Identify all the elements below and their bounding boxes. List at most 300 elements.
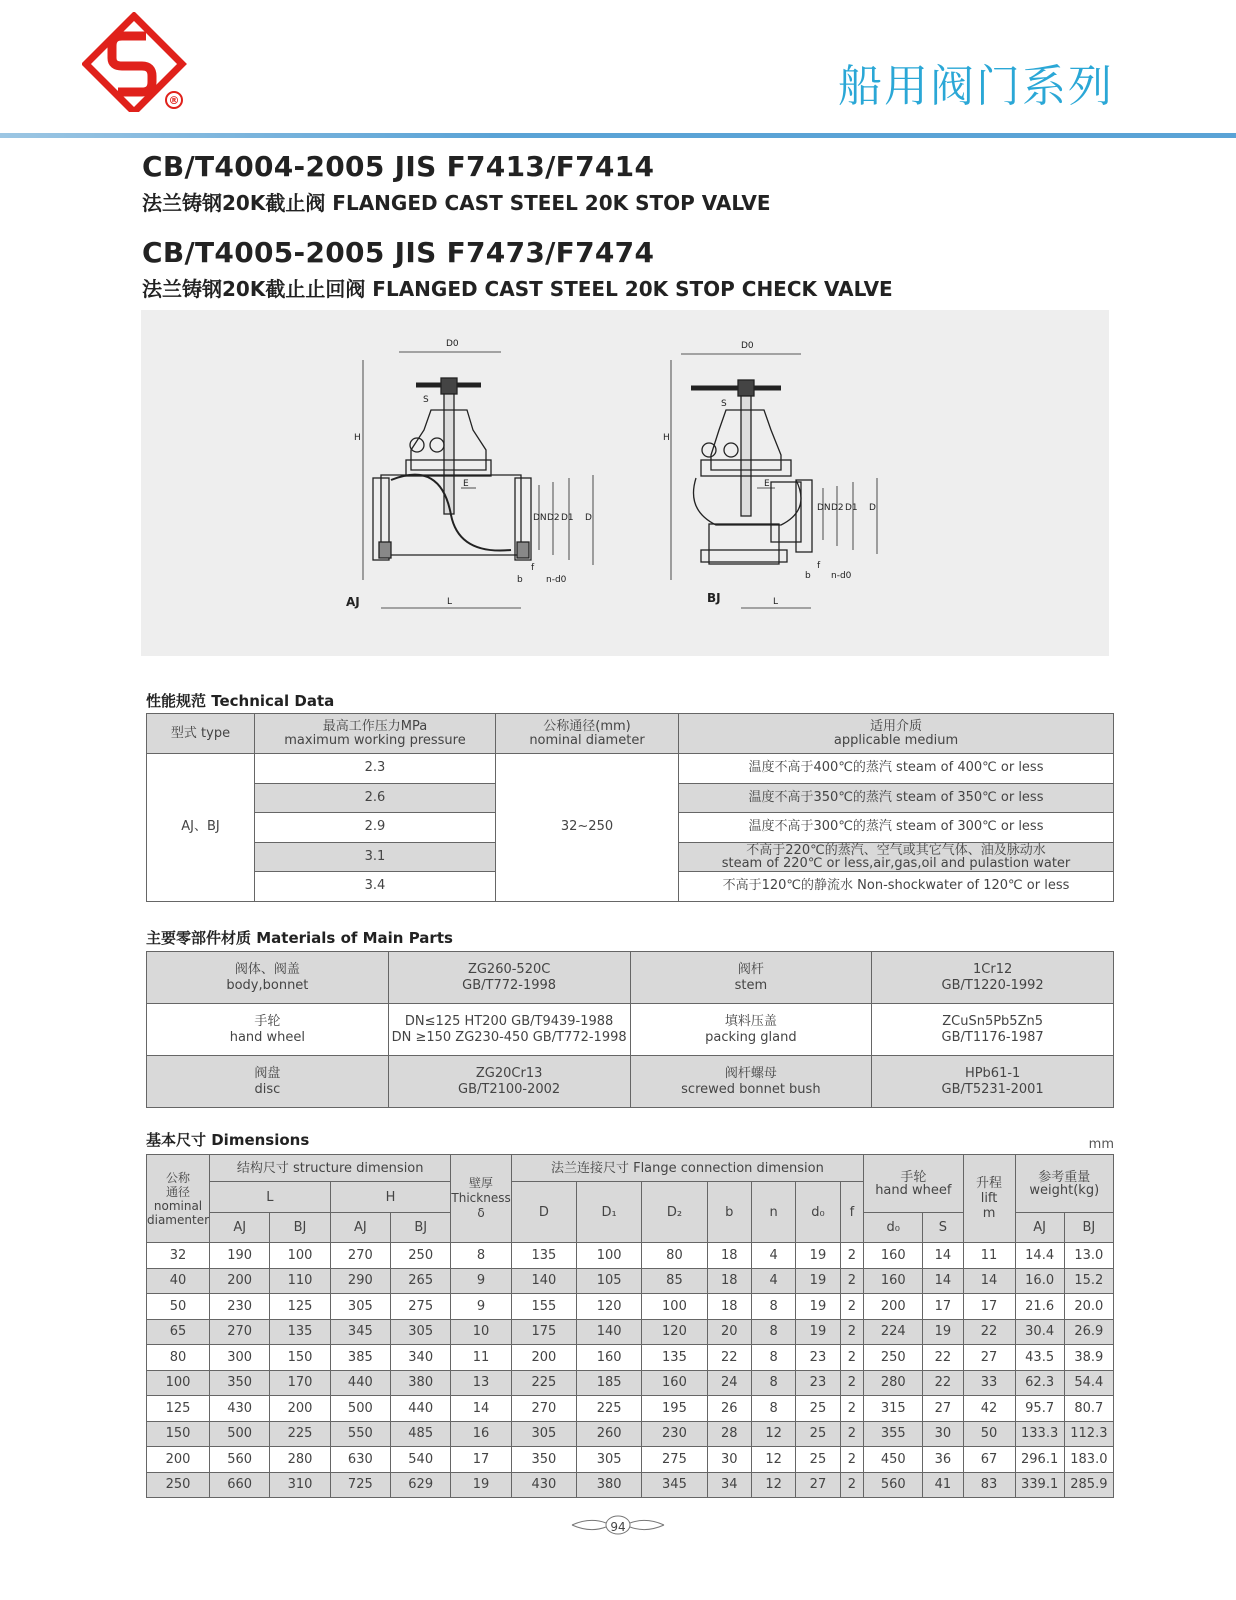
dims-cell: 26 (707, 1396, 751, 1422)
materials-title: 主要零部件材质 Materials of Main Parts (146, 929, 453, 947)
dims-cell: 8 (451, 1243, 511, 1269)
dims-cell: 19 (796, 1294, 840, 1320)
company-logo (82, 12, 192, 112)
dims-cell: 224 (864, 1319, 923, 1345)
material-cell (872, 952, 1114, 1004)
dims-row (147, 1268, 1114, 1294)
dims-cell: 83 (963, 1472, 1015, 1498)
dims-cell: 305 (511, 1421, 576, 1447)
dims-cell: 250 (391, 1243, 451, 1269)
dims-cell: 250 (864, 1345, 923, 1371)
dims-cell: 195 (642, 1396, 707, 1422)
dims-cell: 100 (577, 1243, 642, 1269)
tech-header-type: 型式 type (147, 714, 255, 754)
dims-cell: 265 (391, 1268, 451, 1294)
dims-cell: 160 (864, 1268, 923, 1294)
dims-cell: 67 (963, 1447, 1015, 1473)
dimensions-unit: mm (1088, 1137, 1114, 1152)
dims-cell: 26.9 (1064, 1319, 1113, 1345)
bj-valve-drawing (671, 354, 877, 608)
dims-cell: 18 (707, 1268, 751, 1294)
dims-cell: 22 (707, 1345, 751, 1371)
dims-cell: 275 (642, 1447, 707, 1473)
dims-cell: 15.2 (1064, 1268, 1113, 1294)
standard-name-2: 法兰铸钢20K截止止回阀 FLANGED CAST STEEL 20K STOP CHECK VALVE (142, 277, 893, 301)
dims-row (147, 1396, 1114, 1422)
dims-sub-header: D₁ (577, 1182, 642, 1243)
dims-cell: 16.0 (1015, 1268, 1064, 1294)
dims-cell: 260 (577, 1421, 642, 1447)
page-number (0, 1513, 1236, 1541)
dims-cell: 380 (391, 1370, 451, 1396)
dims-sub-header: n (751, 1182, 795, 1243)
dims-cell: 200 (864, 1294, 923, 1320)
dims-cell: 19 (923, 1319, 963, 1345)
dims-cell: 185 (577, 1370, 642, 1396)
dims-cell: 21.6 (1015, 1294, 1064, 1320)
material-cell-line2: screwed bonnet bush (681, 1081, 821, 1097)
tech-header-diameter (496, 714, 679, 754)
dims-cell: 2 (840, 1319, 864, 1345)
bj-dim-d0: D0 (741, 341, 754, 351)
dims-cell: 120 (642, 1319, 707, 1345)
dims-cell: 110 (270, 1268, 330, 1294)
dims-cell: 12 (751, 1472, 795, 1498)
dims-cell: 30 (923, 1421, 963, 1447)
dims-cell: 13.0 (1064, 1243, 1113, 1269)
dims-sub-header: AJ (210, 1213, 270, 1243)
dims-cell: 54.4 (1064, 1370, 1113, 1396)
dims-sub-header: d₀ (796, 1182, 840, 1243)
dims-row (147, 1447, 1114, 1473)
dims-cell: 225 (577, 1396, 642, 1422)
tech-header-pressure (255, 714, 496, 754)
dims-row (147, 1243, 1114, 1269)
dims-cell: 34 (707, 1472, 751, 1498)
dims-sub-header: b (707, 1182, 751, 1243)
standard-code-2: CB/T4005-2005 JIS F7473/F7474 (142, 236, 655, 269)
material-cell (630, 952, 872, 1004)
dims-cell: 100 (642, 1294, 707, 1320)
dims-cell: 660 (210, 1472, 270, 1498)
material-cell-line1: 手轮 (254, 1013, 281, 1029)
dims-cell: 43.5 (1015, 1345, 1064, 1371)
material-cell-line2: hand wheel (229, 1029, 306, 1045)
material-cell-line1: 阀杆 (737, 961, 764, 977)
dims-cell: 305 (577, 1447, 642, 1473)
aj-dim-l: L (447, 597, 453, 607)
dims-cell: 135 (642, 1345, 707, 1371)
dims-cell: 345 (330, 1319, 390, 1345)
dims-sub-header: AJ (330, 1213, 390, 1243)
tech-header-diameter-cn: 公称通径(mm) (543, 718, 631, 734)
material-cell-line2: packing gland (705, 1029, 797, 1045)
dims-cell: 275 (391, 1294, 451, 1320)
dims-cell: 225 (511, 1370, 576, 1396)
dims-cell: 339.1 (1015, 1472, 1064, 1498)
tech-header-pressure-en: maximum working pressure (284, 732, 466, 748)
dims-cell: 112.3 (1064, 1421, 1113, 1447)
dims-cell: 85 (642, 1268, 707, 1294)
bj-label: BJ (707, 591, 721, 605)
material-cell (388, 952, 630, 1004)
dims-cell: 270 (330, 1243, 390, 1269)
dims-cell: 9 (451, 1268, 511, 1294)
material-cell-line1: ZG260-520C (467, 961, 551, 977)
bj-dim-e: E (764, 479, 770, 489)
material-cell (147, 1004, 389, 1056)
dims-cell: 225 (270, 1421, 330, 1447)
dims-sub-header: f (840, 1182, 864, 1243)
material-cell-line2: disc (254, 1081, 281, 1097)
dims-header-handwheel-l2: hand wheef (875, 1182, 952, 1198)
page-number-text: 94 (610, 1520, 626, 1534)
dims-cell: 41 (923, 1472, 963, 1498)
dims-cell: 160 (864, 1243, 923, 1269)
dims-cell: 33 (963, 1370, 1015, 1396)
dims-cell: 2 (840, 1243, 864, 1269)
dims-cell: 440 (330, 1370, 390, 1396)
material-cell-line1: ZCuSn5Pb5Zn5 (942, 1013, 1043, 1029)
dims-cell: 14 (451, 1396, 511, 1422)
dims-cell: 500 (210, 1421, 270, 1447)
dims-header-l: L (210, 1182, 331, 1213)
bj-dim-b: b (805, 571, 811, 581)
dims-cell: 2 (840, 1472, 864, 1498)
dims-header-nominal-l3: nominal (153, 1198, 203, 1213)
dims-cell: 23 (796, 1345, 840, 1371)
standard-name-1: 法兰铸钢20K截止阀 FLANGED CAST STEEL 20K STOP VALVE (142, 191, 771, 215)
dims-sub-header: D₂ (642, 1182, 707, 1243)
dims-header-nominal-l4: diamenter (147, 1212, 210, 1227)
dims-cell: 285.9 (1064, 1472, 1113, 1498)
dims-header-thickness-l2: Thickness (451, 1191, 511, 1205)
dims-sub-header: AJ (1015, 1213, 1064, 1243)
dims-cell: 18 (707, 1294, 751, 1320)
dims-header-lift-l2: lift (980, 1191, 998, 1206)
dims-row (147, 1294, 1114, 1320)
dims-cell: 27 (923, 1396, 963, 1422)
dims-cell: 95.7 (1015, 1396, 1064, 1422)
dims-row (147, 1421, 1114, 1447)
dims-cell: 40 (147, 1268, 210, 1294)
material-cell-line1: 填料压盖 (724, 1013, 777, 1029)
dims-cell: 80 (642, 1243, 707, 1269)
tech-pressure: 2.3 (255, 754, 496, 784)
material-cell-line2: stem (734, 977, 768, 993)
dims-sub-header: BJ (1064, 1213, 1113, 1243)
dims-cell: 280 (864, 1370, 923, 1396)
dims-cell: 135 (511, 1243, 576, 1269)
series-title: 船用阀门系列 (838, 61, 1114, 112)
dims-row (147, 1345, 1114, 1371)
aj-dim-s: S (423, 395, 429, 405)
dims-cell: 50 (147, 1294, 210, 1320)
tech-diameter-cell: 32~250 (496, 754, 679, 902)
dims-cell: 12 (751, 1447, 795, 1473)
dims-cell: 125 (270, 1294, 330, 1320)
dims-cell: 65 (147, 1319, 210, 1345)
dims-cell: 430 (511, 1472, 576, 1498)
dims-header-lift-l3: m (982, 1206, 996, 1221)
dimensions-title: 基本尺寸 Dimensions (146, 1131, 310, 1149)
dims-header-nominal (147, 1155, 210, 1243)
tech-header-diameter-en: nominal diameter (529, 732, 645, 748)
material-cell (872, 1004, 1114, 1056)
dims-cell: 300 (210, 1345, 270, 1371)
dims-header-lift-l1: 升程 (976, 1176, 1003, 1191)
bj-dim-d2: D2 (831, 503, 844, 513)
dims-cell: 19 (796, 1319, 840, 1345)
dims-cell: 440 (391, 1396, 451, 1422)
tech-header-medium-en: applicable medium (833, 732, 959, 748)
material-cell-line2: GB/T1176-1987 (941, 1029, 1044, 1045)
dims-cell: 8 (751, 1294, 795, 1320)
dims-cell: 22 (923, 1370, 963, 1396)
dims-cell: 19 (451, 1472, 511, 1498)
tech-data-table (146, 713, 1114, 902)
dims-cell: 14 (923, 1268, 963, 1294)
dims-cell: 2 (840, 1421, 864, 1447)
dims-cell: 10 (451, 1319, 511, 1345)
material-cell-line2: DN ≥150 ZG230-450 GB/T772-1998 (391, 1029, 627, 1045)
dims-header-weight-l1: 参考重量 (1038, 1169, 1091, 1185)
dims-cell: 183.0 (1064, 1447, 1113, 1473)
dims-cell: 30 (707, 1447, 751, 1473)
dims-sub-header: BJ (270, 1213, 330, 1243)
aj-valve-drawing (363, 352, 593, 608)
dims-cell: 17 (923, 1294, 963, 1320)
dims-cell: 630 (330, 1447, 390, 1473)
dims-header-weight-l2: weight(kg) (1029, 1182, 1100, 1198)
dims-row (147, 1370, 1114, 1396)
dims-cell: 560 (210, 1447, 270, 1473)
valve-drawing-panel (141, 310, 1109, 656)
material-cell (147, 1056, 389, 1108)
tech-type-cell: AJ、BJ (147, 754, 255, 902)
material-cell-line2: GB/T5231-2001 (941, 1081, 1044, 1097)
dims-sub-header: BJ (391, 1213, 451, 1243)
dims-cell: 315 (864, 1396, 923, 1422)
dims-cell: 20.0 (1064, 1294, 1113, 1320)
dims-cell: 22 (963, 1319, 1015, 1345)
dims-cell: 140 (577, 1319, 642, 1345)
dims-cell: 105 (577, 1268, 642, 1294)
dims-sub-header: S (923, 1213, 963, 1243)
materials-table (146, 951, 1114, 1108)
dims-cell: 305 (391, 1319, 451, 1345)
standard-code-1: CB/T4004-2005 JIS F7413/F7414 (142, 150, 655, 183)
dims-cell: 4 (751, 1243, 795, 1269)
materials-row (147, 1004, 1114, 1056)
dims-cell: 340 (391, 1345, 451, 1371)
dims-cell: 385 (330, 1345, 390, 1371)
tech-header-medium-cn: 适用介质 (869, 718, 922, 734)
dims-cell: 100 (147, 1370, 210, 1396)
aj-label: AJ (346, 595, 360, 609)
aj-dim-dn: DN (533, 513, 547, 523)
dims-cell: 80.7 (1064, 1396, 1113, 1422)
tech-medium-line2: steam of 220℃ or less,air,gas,oil and pulastion water (721, 855, 1071, 871)
bj-dim-dn: DN (817, 503, 831, 513)
material-cell-line1: DN≤125 HT200 GB/T9439-1988 (404, 1013, 614, 1029)
material-cell-line1: 阀杆螺母 (724, 1065, 777, 1081)
dims-cell: 8 (751, 1319, 795, 1345)
tech-medium-line1: 不高于220℃的蒸汽、空气或其它气体、油及脉动水 (746, 842, 1046, 858)
aj-dim-d1: D1 (561, 513, 574, 523)
dims-cell: 25 (796, 1421, 840, 1447)
aj-dim-d2: D2 (547, 513, 560, 523)
tech-medium: 温度不高于400℃的蒸汽 steam of 400℃ or less (679, 754, 1114, 784)
tech-row (147, 754, 1114, 784)
dims-cell: 160 (642, 1370, 707, 1396)
dims-cell: 14 (923, 1243, 963, 1269)
tech-header-pressure-cn: 最高工作压力MPa (322, 718, 428, 734)
dims-header-thickness-l3: δ (477, 1206, 485, 1220)
dims-cell: 11 (451, 1345, 511, 1371)
dims-cell: 16 (451, 1421, 511, 1447)
dims-cell: 150 (270, 1345, 330, 1371)
tech-pressure: 2.9 (255, 813, 496, 843)
material-cell (872, 1056, 1114, 1108)
dims-cell: 125 (147, 1396, 210, 1422)
aj-dim-b: b (517, 575, 523, 585)
dims-cell: 345 (642, 1472, 707, 1498)
dims-cell: 629 (391, 1472, 451, 1498)
dims-cell: 230 (642, 1421, 707, 1447)
dims-cell: 140 (511, 1268, 576, 1294)
dims-header-weight (1015, 1155, 1113, 1213)
dims-header-thickness (451, 1155, 511, 1243)
dims-row (147, 1319, 1114, 1345)
dims-cell: 2 (840, 1345, 864, 1371)
dims-cell: 8 (751, 1345, 795, 1371)
dims-cell: 24 (707, 1370, 751, 1396)
tech-header-medium (679, 714, 1114, 754)
dims-cell: 19 (796, 1268, 840, 1294)
dims-cell: 100 (270, 1243, 330, 1269)
material-cell-line1: 1Cr12 (973, 961, 1013, 977)
dims-cell: 30.4 (1015, 1319, 1064, 1345)
dims-header-thickness-l1: 壁厚 (469, 1176, 494, 1190)
dims-cell: 150 (147, 1421, 210, 1447)
aj-dimension-labels (346, 339, 592, 609)
bj-dim-s: S (721, 399, 727, 409)
tech-data-title: 性能规范 Technical Data (146, 692, 335, 710)
dims-cell: 270 (511, 1396, 576, 1422)
material-cell (630, 1056, 872, 1108)
dims-cell: 22 (923, 1345, 963, 1371)
dims-cell: 27 (796, 1472, 840, 1498)
dimensions-table (146, 1154, 1114, 1498)
dims-cell: 25 (796, 1447, 840, 1473)
dims-cell: 20 (707, 1319, 751, 1345)
material-cell-line2: GB/T2100-2002 (458, 1081, 561, 1097)
materials-row (147, 1056, 1114, 1108)
dims-header-handwheel (864, 1155, 963, 1213)
dims-cell: 120 (577, 1294, 642, 1320)
material-cell-line1: 阀体、阀盖 (234, 961, 300, 977)
tech-medium: 温度不高于300℃的蒸汽 steam of 300℃ or less (679, 813, 1114, 843)
dims-cell: 32 (147, 1243, 210, 1269)
aj-dim-d: D (585, 513, 592, 523)
dims-cell: 380 (577, 1472, 642, 1498)
dims-cell: 430 (210, 1396, 270, 1422)
dims-body (147, 1243, 1114, 1498)
material-cell-line2: GB/T1220-1992 (941, 977, 1044, 993)
dims-cell: 250 (147, 1472, 210, 1498)
dims-header-lift (963, 1155, 1015, 1243)
dims-cell: 80 (147, 1345, 210, 1371)
dims-cell: 485 (391, 1421, 451, 1447)
valve-drawings (141, 310, 1109, 656)
dims-cell: 50 (963, 1421, 1015, 1447)
dims-cell: 17 (451, 1447, 511, 1473)
dims-cell: 25 (796, 1396, 840, 1422)
dims-cell: 305 (330, 1294, 390, 1320)
dims-cell: 19 (796, 1243, 840, 1269)
dims-cell: 200 (147, 1447, 210, 1473)
dims-cell: 296.1 (1015, 1447, 1064, 1473)
bj-dim-nd0: n-d0 (831, 571, 852, 581)
aj-dim-nd0: n-d0 (546, 575, 567, 585)
bj-dimension-labels (663, 341, 876, 607)
dims-cell: 62.3 (1015, 1370, 1064, 1396)
dims-header-handwheel-l1: 手轮 (900, 1169, 927, 1185)
dims-cell: 290 (330, 1268, 390, 1294)
aj-dim-h: H (354, 433, 361, 443)
tech-pressure: 3.1 (255, 842, 496, 872)
material-cell-line2: body,bonnet (226, 977, 309, 993)
dims-cell: 42 (963, 1396, 1015, 1422)
dims-cell: 725 (330, 1472, 390, 1498)
material-cell (388, 1004, 630, 1056)
dims-cell: 8 (751, 1370, 795, 1396)
aj-dim-e: E (463, 479, 469, 489)
dims-sub-header: D (511, 1182, 576, 1243)
dims-cell: 2 (840, 1396, 864, 1422)
bj-dim-h: H (663, 433, 670, 443)
dims-cell: 2 (840, 1447, 864, 1473)
bj-dim-l: L (773, 597, 779, 607)
dims-cell: 17 (963, 1294, 1015, 1320)
dims-cell: 36 (923, 1447, 963, 1473)
dims-header-row-1 (147, 1155, 1114, 1182)
header-divider (0, 133, 1236, 138)
dims-cell: 350 (210, 1370, 270, 1396)
material-cell-line2: GB/T772-1998 (462, 977, 557, 993)
dims-cell: 18 (707, 1243, 751, 1269)
page-header (0, 0, 1236, 140)
dims-cell: 175 (511, 1319, 576, 1345)
dims-cell: 14.4 (1015, 1243, 1064, 1269)
dims-cell: 8 (751, 1396, 795, 1422)
dims-header-nominal-l2: 通径 (166, 1184, 191, 1199)
dims-cell: 540 (391, 1447, 451, 1473)
dims-cell: 310 (270, 1472, 330, 1498)
tech-pressure: 2.6 (255, 783, 496, 813)
dims-cell: 200 (210, 1268, 270, 1294)
material-cell (388, 1056, 630, 1108)
dims-cell: 11 (963, 1243, 1015, 1269)
dims-cell: 28 (707, 1421, 751, 1447)
dims-cell: 560 (864, 1472, 923, 1498)
dims-cell: 2 (840, 1294, 864, 1320)
dims-cell: 12 (751, 1421, 795, 1447)
dims-cell: 450 (864, 1447, 923, 1473)
dims-cell: 133.3 (1015, 1421, 1064, 1447)
dims-cell: 160 (577, 1345, 642, 1371)
